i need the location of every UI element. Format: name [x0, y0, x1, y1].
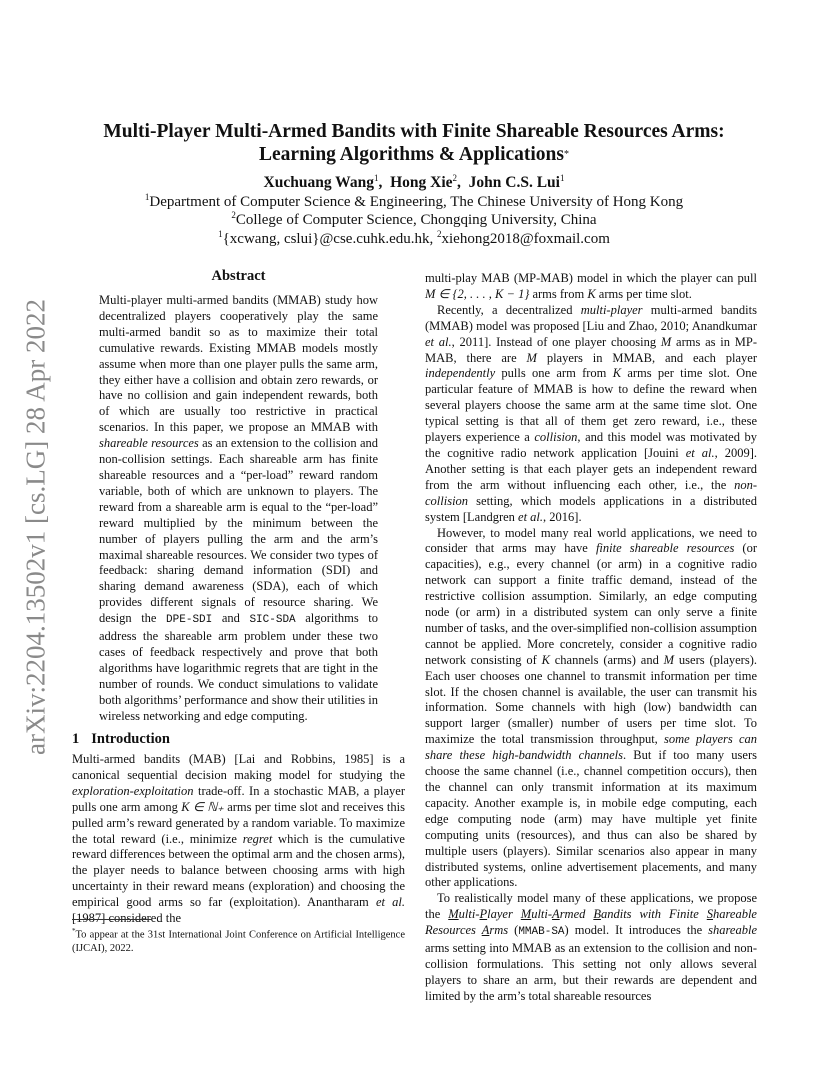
- math-expression: K ∈ ℕ₊: [181, 799, 224, 814]
- algorithm-name: DPE-SDI: [166, 614, 213, 627]
- body-text: setting, which models applications in a distributed system [Landgren: [425, 493, 757, 524]
- math-expression: K: [612, 366, 622, 381]
- model-initial: S: [706, 907, 714, 922]
- body-text: which is the cumulative reward differences between the optimal arm and the chosen arms), the player needs to balance between choosing arms with high uncertainty in their reward means (exploration) and choosing the empirical good arms so far (exploitation). Anantharam: [72, 831, 405, 910]
- email-text: xiehong2018@foxmail.com: [441, 231, 610, 247]
- body-text: multi-armed bandits (MMAB) model was proposed [Liu and Zhao, 2010; Anandkumar: [425, 302, 757, 333]
- abstract-text: as an extension to the collision and non-collision settings. Each shareable arm has finite shareable resources and a “per-load” reward random variable, both of which are unknown to players. The reward from a shareable arm is equal to the “per-load” reward multiplied by the minimum between the number of players pulling the arm and the arm’s maximal shareable resources. We consider two types of feedback: sharing demand information (SDI) and sharing demand awareness (SDA), each of which provides different signals of resource sharing. We design the: [99, 436, 378, 626]
- model-initial: B: [593, 907, 601, 922]
- section-heading-introduction: [72, 731, 170, 748]
- affiliation-text: College of Computer Science, Chongqing University, China: [235, 212, 597, 228]
- body-emphasis: independently: [425, 366, 496, 381]
- body-emphasis: some players can share these high-bandwidth channels: [425, 732, 757, 763]
- abstract-emphasis: shareable resources: [99, 436, 199, 451]
- author-affiliation-marker: 2: [452, 173, 458, 183]
- author-name: Xuchuang Wang: [263, 174, 374, 192]
- body-emphasis: finite shareable resources: [595, 541, 735, 556]
- author-list: Xuchuang Wang$^1$, Hong Xie$^2$, John C.S. Lui$^1$: [263, 173, 565, 192]
- model-initial: P: [479, 907, 488, 922]
- body-text: , 2016].: [543, 509, 582, 524]
- body-emphasis: multi-player: [580, 302, 643, 317]
- title-line-1: Multi-Player Multi-Armed Bandits with Finite Shareable Resources Arms:: [103, 121, 725, 142]
- math-expression: M: [660, 334, 672, 349]
- title-footnote-marker: *: [564, 149, 569, 160]
- author-affiliation-marker: 1: [559, 173, 565, 183]
- footnote-divider: [72, 919, 152, 920]
- email-text: {xcwang, cslui}@cse.cuhk.edu.hk,: [222, 231, 438, 247]
- section-title: Introduction: [91, 731, 170, 747]
- body-text: arms as in MP-MAB, there are: [425, 334, 757, 365]
- title-line-2-text: Learning Algorithms & Applications: [259, 144, 564, 165]
- body-text: (: [508, 923, 519, 938]
- body-text: However, to model many real world applications, we need to consider that arms may have: [425, 525, 757, 556]
- math-expression: M: [526, 350, 537, 365]
- model-initial: M: [520, 907, 532, 922]
- body-emphasis: et al.: [425, 334, 452, 349]
- body-text: . But if too many users choose the same channel (i.e., channel competition occurs), then the channel can only transmit information at its maximum capacity. Another example is, in mobile edge computing, each edge computing node (arm) may have multiple yet finite computing units (resources), and thus can also be shared by multiple users (players). Similar scenarios also appear in many distributed systems, online advertisement placements, and many other applications.: [425, 748, 757, 890]
- math-expression: M ∈ {2, . . . , K − 1}: [425, 286, 530, 301]
- body-text: arms setting into MMAB as an extension to the collision and non-collision formulations. This setting not only allows several players to share an arm, but their rewards are dependent and limited by the arm’s total shareable resources: [425, 941, 757, 1003]
- math-expression: K: [587, 286, 596, 301]
- body-text: arms per time slot. One particular feature of MMAB is how to define the reward when several players choose the same arm at the same time slot. One typical setting is that all of them get zero reward, i.e., these players experience a: [425, 366, 757, 445]
- author-name: Hong Xie: [390, 174, 453, 192]
- author-emails: [70, 229, 758, 248]
- body-text: multi-play MAB (MP-MAB) model in which the player can pull: [425, 271, 757, 285]
- math-expression: K: [541, 652, 550, 667]
- footnote-text: To appear at the 31st International Joint Conference on Artificial Intelligence (IJCAI), 2022.: [72, 929, 405, 954]
- email-marker: 1: [218, 229, 223, 239]
- model-name-part: layer: [487, 907, 521, 922]
- model-name-part: ulti-: [531, 907, 553, 922]
- body-emphasis: et al.: [518, 509, 544, 524]
- body-emphasis: exploration-exploitation: [72, 783, 194, 798]
- footnote: [72, 925, 405, 955]
- model-name-part: rms: [489, 923, 509, 938]
- body-text: pulls one arm from: [495, 366, 613, 381]
- title-line-2: [70, 143, 758, 166]
- body-text: players in MMAB, and each player: [536, 350, 757, 365]
- section-number: 1: [72, 731, 80, 747]
- body-text: channels (arms) and: [549, 652, 664, 667]
- email-marker: 2: [437, 229, 442, 239]
- model-name-part: andits with Finite: [600, 907, 707, 922]
- body-text: , and this model was motivated by the cognitive radio network application [Jouini: [425, 430, 757, 460]
- body-emphasis: et al.: [685, 445, 715, 460]
- abstract-text: algorithms to address the shareable arm problem under these two cases of feedback respectively and prove that both algorithms have logarithmic regrets that are tight in the number of rounds. We conduct simulations to validate both algorithms’ performance and show their utilities in wireless networking and edge computing.: [99, 611, 378, 723]
- arxiv-identifier: arXiv:2204.13502v1 [cs.LG] 28 Apr 2022: [20, 299, 51, 755]
- model-name-part: hareable Resources: [425, 907, 757, 938]
- body-text: ) model. It introduces the: [564, 923, 709, 938]
- affiliation-marker: 1: [144, 192, 150, 202]
- body-emphasis: non-collision: [425, 477, 757, 508]
- body-text: trade-off. In a stochastic MAB, a player pulls one arm among: [72, 783, 405, 814]
- abstract-heading: Abstract: [211, 268, 266, 284]
- introduction-body: [72, 752, 405, 927]
- affiliation-text: Department of Computer Science & Engineering, The Chinese University of Hong Kong: [149, 194, 684, 210]
- model-initial: A: [552, 907, 560, 922]
- author-name: John C.S. Lui: [468, 174, 560, 192]
- body-text: (or capacities), e.g., every channel (or arm) in a cognitive radio network can support a finite traffic demand, instead of the restrictive collision assumption. Similarly, an edge computing node (or arm) in a distributed system can only serve a finite number of tasks, and the over-simplified non-collision assumption cannot be applied. More concretely, consider a cognitive radio network consisting of: [425, 541, 757, 667]
- body-text: , 2011]. Instead of one player choosing: [451, 334, 661, 349]
- model-initial: M: [448, 907, 459, 922]
- paper-title: [70, 120, 758, 166]
- author-affiliation-marker: 1: [373, 173, 379, 183]
- body-emphasis: et al.: [375, 895, 405, 910]
- body-text: arms per time slot and receives this pulled arm’s reward generated by a random variable. To maximize the total reward (i.e., minimize: [72, 799, 405, 846]
- math-expression: M: [663, 652, 675, 667]
- body-text: arms per time slot.: [595, 286, 692, 301]
- abstract-text: Multi-player multi-armed bandits (MMAB) study how decentralized players cooperatively play the same multi-armed bandit so as to maximize their total cumulative rewards. Existing MMAB models mostly assume when more than one player pulls the same arm, they either have a collision and obtain zero rewards, or have no collision and gain independent rewards, both of which are usually too restrictive in practical scenarios. In this paper, we propose an MMAB with: [99, 293, 378, 435]
- right-column-body: [425, 271, 757, 1005]
- affiliation-marker: 2: [231, 210, 236, 220]
- body-emphasis: regret: [242, 831, 273, 846]
- abstract-text: and: [212, 611, 250, 626]
- body-emphasis: shareable: [708, 923, 757, 938]
- model-initial: A: [481, 923, 490, 938]
- body-text: [1987] considered the: [72, 911, 181, 926]
- model-name-part: rmed: [559, 907, 594, 922]
- body-text: , 2009]. Another setting is that each player gets an independent reward from the arm without influencing each other, i.e., the: [425, 445, 757, 492]
- body-text: Recently, a decentralized: [437, 302, 581, 317]
- body-text: To realistically model many of these applications, we propose the: [425, 891, 757, 922]
- affiliation-2: [70, 210, 758, 229]
- body-emphasis: collision: [534, 430, 578, 445]
- body-text: arms from: [529, 286, 588, 301]
- footnote-marker: *: [72, 927, 76, 935]
- body-text: Multi-armed bandits (MAB) [Lai and Robbins, 1985] is a canonical sequential decision making model for studying the: [72, 752, 405, 782]
- body-text: users (players). Each user chooses one channel to transmit information per time slot. If the chosen channel is available, the user can transmit his information. Some channels with high (low) bandwidth can support larger (smaller) number of users per time slot. To maximize the total transmission throughput,: [425, 652, 757, 747]
- abstract-body: [99, 293, 378, 724]
- affiliation-1: [70, 192, 758, 211]
- model-code: MMAB-SA: [518, 926, 565, 939]
- algorithm-name: SIC-SDA: [249, 614, 296, 627]
- model-name-part: ulti-: [458, 907, 480, 922]
